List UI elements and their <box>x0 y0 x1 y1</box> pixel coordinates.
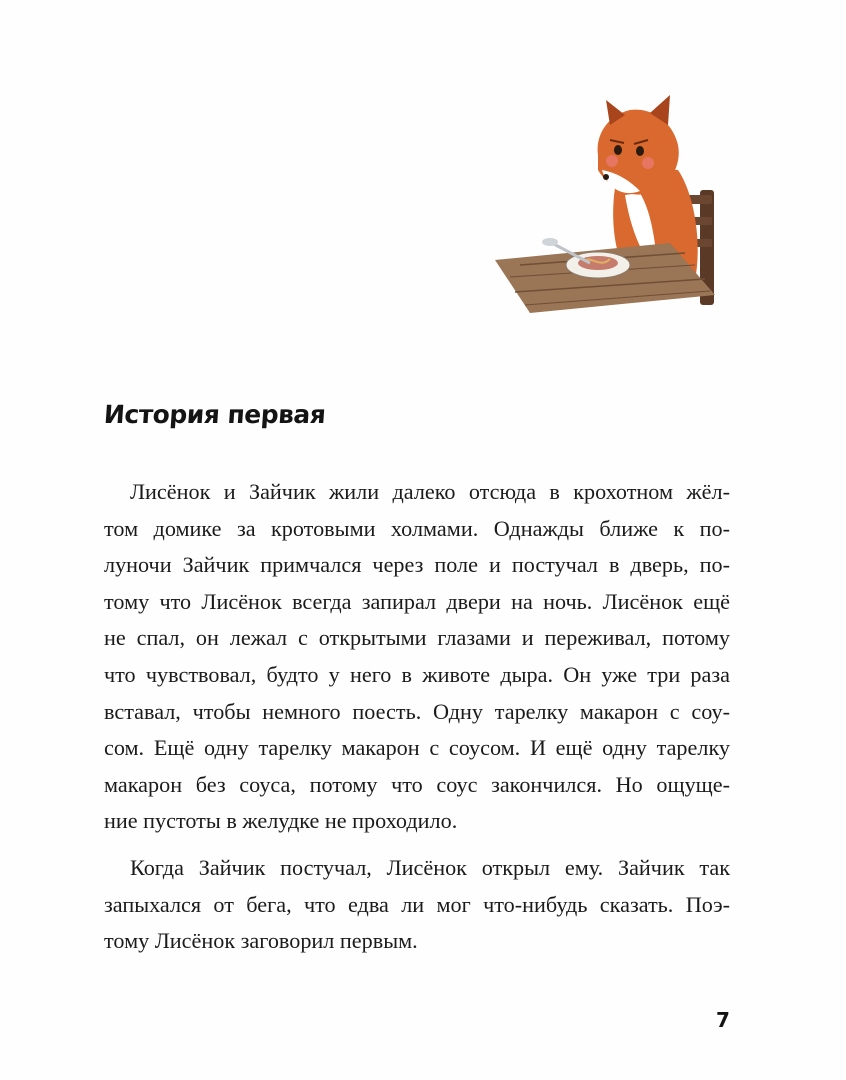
body-text <box>104 474 730 960</box>
chapter-title: История первая <box>102 400 327 429</box>
text-line: том домике за кротовыми холмами. Однажды ближе к по- <box>104 515 730 541</box>
text-line: Лисёнок и Зайчик жили далеко отсюда в крохотном жёл- <box>130 479 730 504</box>
text-line: вставал, чтобы немного поесть. Одну тарелку макарон с соу- <box>104 698 730 724</box>
paragraph-2 <box>104 850 730 960</box>
text-line: запыхался от бега, что едва ли мог что-нибудь сказать. Поэ- <box>104 891 730 917</box>
paragraph-1 <box>104 474 730 840</box>
text-line: ние пустоты в желудке не проходило. <box>104 808 458 834</box>
text-line: Когда Зайчик постучал, Лисёнок открыл ему. Зайчик так <box>130 854 730 880</box>
text-line: тому что Лисёнок всегда запирал двери на ночь. Лисёнок ещё <box>104 588 730 614</box>
text-line: не спал, он лежал с открытыми глазами и переживал, потому <box>104 625 730 651</box>
text-line: тому Лисёнок заговорил первым. <box>104 928 418 954</box>
text-line: луночи Зайчик примчался через поле и постучал в дверь, по- <box>104 552 730 578</box>
text-line: сом. Ещё одну тарелку макарон с соусом. И ещё одну тарелку <box>104 735 730 761</box>
text-line: что чувствовал, будто у него в животе дыра. Он уже три раза <box>104 661 730 687</box>
page-number: 7 <box>716 1008 730 1032</box>
text-line: макарон без соуса, потому что соус закончился. Но ощуще- <box>104 771 730 797</box>
fox-at-table-illustration <box>490 95 760 315</box>
